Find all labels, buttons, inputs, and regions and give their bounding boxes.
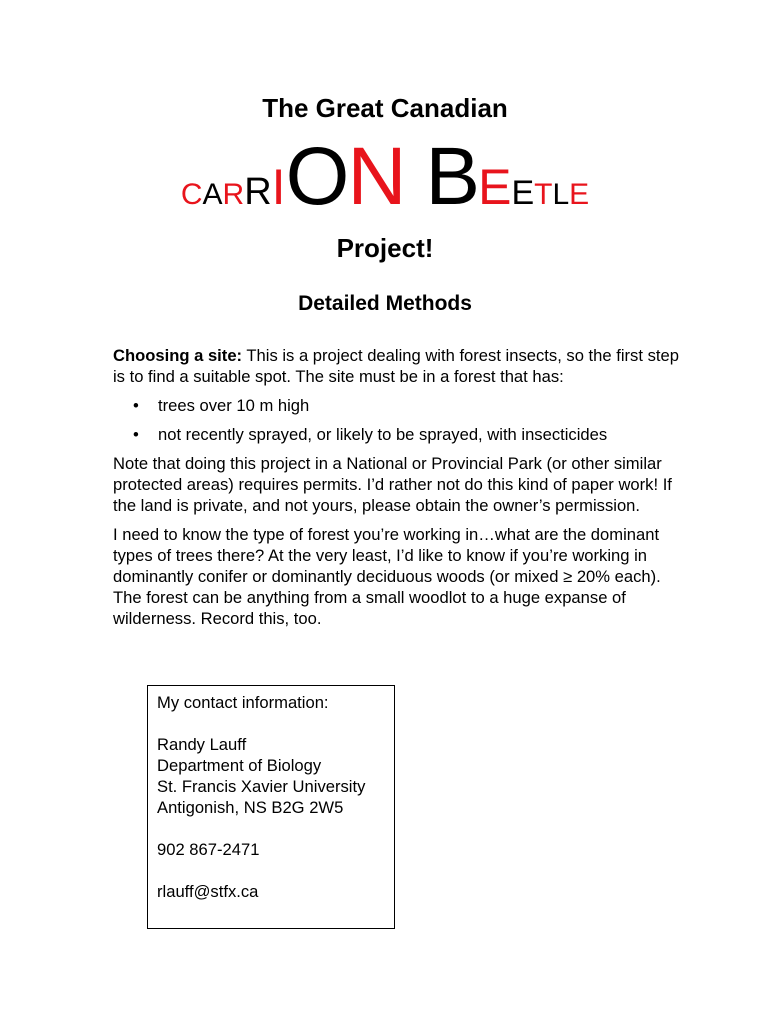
title-letter: E xyxy=(511,174,535,212)
title-letter: T xyxy=(534,178,553,211)
paragraph-permits: Note that doing this project in a National or Provincial Park (or other similar protected areas) requires permits. I’d rather not do this kind of paper work! If the land is private, and not yours, please obtain the owner’s permission. xyxy=(113,454,672,515)
title-letter xyxy=(405,132,426,222)
site-intro: This is a project dealing with forest insects, so the first step is to find a suitable spot. The site must be in a forest that has: xyxy=(113,346,679,386)
paragraph-forest-type: I need to know the type of forest you’re working in…what are the dominant types of trees there? At the very least, I’d like to know if you’re working in dominantly conifer or dominantly deciduous woods (or mixed ≥ 20% each). The forest can be anything from a small woodlot to a huge expanse of wilderness. Record this, too. xyxy=(113,525,661,628)
title-letter: L xyxy=(552,178,570,211)
title-letter: B xyxy=(425,131,479,222)
contact-university: St. Francis Xavier University xyxy=(157,777,366,796)
list-item xyxy=(113,395,683,416)
contact-heading: My contact information: xyxy=(157,693,329,712)
title-letter: N xyxy=(347,131,405,222)
site-heading: Choosing a site: xyxy=(113,346,243,365)
list-item-text: trees over 10 m high xyxy=(158,396,310,415)
contact-address: Antigonish, NS B2G 2W5 xyxy=(157,798,344,817)
contact-box xyxy=(147,685,395,929)
criteria-list xyxy=(113,395,683,445)
title-letter: E xyxy=(569,178,590,211)
section-heading: Detailed Methods xyxy=(298,292,472,315)
list-item xyxy=(113,424,683,445)
contact-phone: 902 867-2471 xyxy=(157,840,260,859)
title-letter: E xyxy=(478,159,512,215)
title-letter: R xyxy=(222,178,245,211)
paragraph-choosing-site xyxy=(113,345,683,387)
title-letter: R xyxy=(244,171,272,213)
title-letter: A xyxy=(202,178,223,211)
title-letter: I xyxy=(271,159,286,215)
title-line-3: Project! xyxy=(336,233,434,263)
body-text xyxy=(113,345,683,637)
title-carrion-beetle xyxy=(0,132,770,222)
title-line-1: The Great Canadian xyxy=(262,93,508,123)
contact-name: Randy Lauff xyxy=(157,735,247,754)
list-item-text: not recently sprayed, or likely to be sprayed, with insecticides xyxy=(158,425,608,444)
bullet-icon: • xyxy=(133,425,139,444)
bullet-icon: • xyxy=(133,396,139,415)
title-letter: O xyxy=(285,131,348,222)
contact-email[interactable]: rlauff@stfx.ca xyxy=(157,882,259,901)
title-letter: C xyxy=(180,178,203,211)
contact-department: Department of Biology xyxy=(157,756,322,775)
